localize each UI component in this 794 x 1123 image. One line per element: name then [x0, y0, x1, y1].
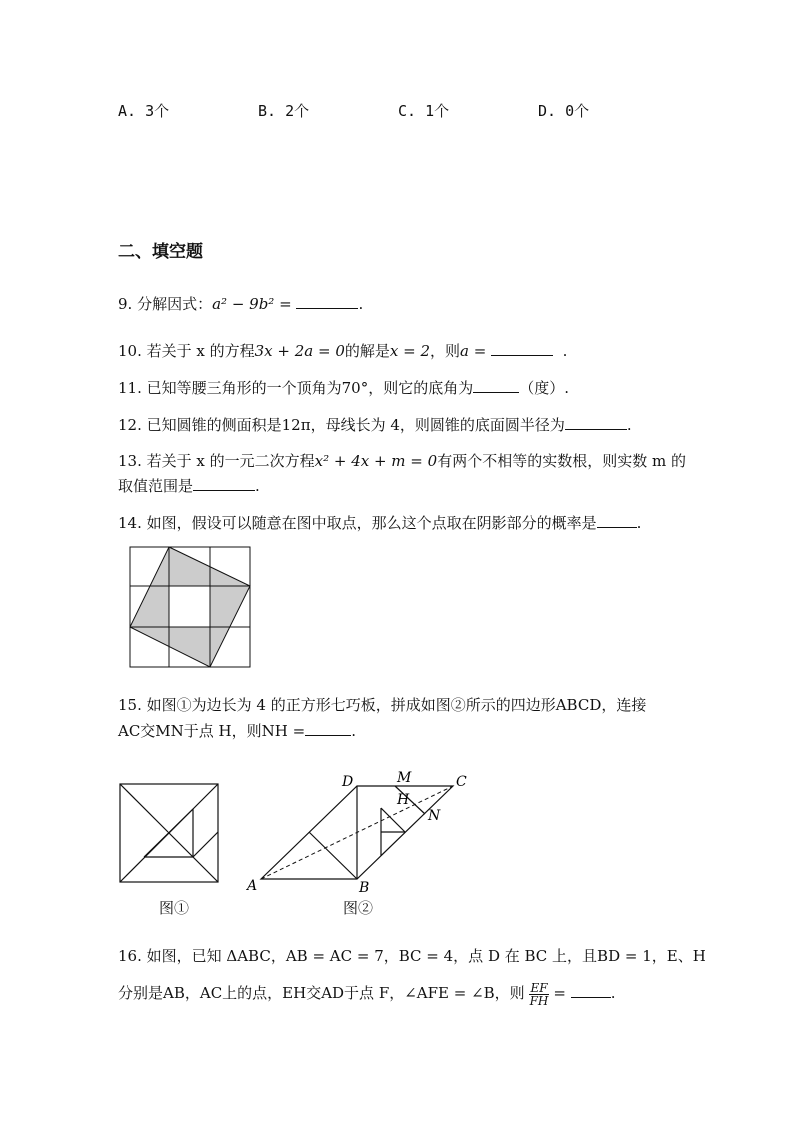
- q10-answer-blank[interactable]: [491, 340, 553, 356]
- label-H: H: [397, 792, 410, 808]
- q15-suffix: .: [351, 722, 356, 740]
- q12-answer-blank[interactable]: [565, 414, 627, 430]
- q13-line1-suffix: 有两个不相等的实数根，则实数 m 的: [437, 452, 686, 470]
- q13-suffix: .: [255, 477, 260, 495]
- question-16-line-1: 16. 如图，已知 ΔABC，AB = AC = 7，BC = 4，点 D 在 BC 上，且BD = 1，E、H: [118, 947, 706, 965]
- label-N: N: [428, 808, 441, 824]
- label-D: D: [342, 774, 354, 790]
- question-9: [118, 293, 363, 314]
- question-11: [118, 377, 569, 398]
- q16-answer-blank[interactable]: [571, 982, 611, 998]
- question-15-line-2: [118, 720, 356, 741]
- question-14: [118, 512, 641, 533]
- choice-c: C. 1个: [398, 102, 450, 120]
- q14-grid-figure: [129, 546, 253, 670]
- q14-answer-blank[interactable]: [597, 512, 637, 528]
- q9-suffix: .: [358, 295, 364, 313]
- tangram-figure-2: [245, 766, 475, 896]
- q13-line2: 取值范围是: [118, 477, 194, 495]
- q10-solution: x = 2: [389, 342, 430, 360]
- q16-fraction: [529, 982, 548, 1007]
- question-13-line-1: [118, 451, 686, 471]
- question-13-line-2: [118, 475, 260, 496]
- q13-expr: x² + 4x + m = 0: [314, 452, 438, 470]
- q13-answer-blank[interactable]: [193, 475, 255, 491]
- q11-answer-blank[interactable]: [473, 377, 519, 393]
- q13-prefix: 13. 若关于 x 的一元二次方程: [118, 452, 315, 470]
- tangram-figure-1: [118, 782, 222, 886]
- q16-frac-den: FH: [529, 993, 549, 1008]
- q10-expr: 3x + 2a = 0: [254, 342, 345, 360]
- center-cell: [169, 586, 210, 627]
- q15-line2: AC交MN于点 H，则NH =: [118, 722, 306, 740]
- q10-var: a =: [460, 342, 487, 360]
- q16-eq: =: [553, 984, 566, 1002]
- choice-d: D. 0个: [538, 102, 590, 120]
- q10-suffix: .: [562, 342, 568, 360]
- q10-then: ，则: [430, 342, 461, 360]
- fig2-caption: 图②: [343, 899, 374, 917]
- q12-text: 12. 已知圆锥的侧面积是12π，母线长为 4，则圆锥的底面圆半径为: [118, 416, 565, 434]
- q10-prefix: 10. 若关于 x 的方程: [118, 342, 255, 360]
- label-A: A: [247, 878, 258, 894]
- q16-frac-num: EF: [530, 980, 548, 995]
- q9-expr: a² − 9b² =: [212, 295, 292, 313]
- question-12: [118, 414, 632, 435]
- q16-suffix: .: [610, 984, 616, 1002]
- question-15-line-1: 15. 如图①为边长为 4 的正方形七巧板，拼成如图②所示的四边形ABCD，连接: [118, 696, 647, 714]
- q14-suffix: .: [636, 514, 642, 532]
- fig1-caption: 图①: [159, 899, 190, 917]
- label-C: C: [456, 774, 467, 790]
- section-title: 二、填空题: [118, 242, 203, 262]
- q14-text: 14. 如图，假设可以随意在图中取点，那么这个点取在阴影部分的概率是: [118, 514, 597, 532]
- label-M: M: [397, 770, 412, 786]
- question-10: [118, 340, 567, 361]
- q11-text: 11. 已知等腰三角形的一个顶角为70°，则它的底角为: [118, 379, 474, 397]
- q11-suffix: （度）.: [519, 379, 569, 397]
- q10-mid: 的解是: [344, 342, 390, 360]
- label-B: B: [359, 880, 370, 896]
- choice-a: A. 3个: [118, 102, 170, 120]
- q9-prefix: 9. 分解因式：: [118, 295, 213, 313]
- question-16-line-2: [118, 979, 615, 1007]
- q9-answer-blank[interactable]: [296, 293, 358, 309]
- q16-line2: 分别是AB，AC上的点，EH交AD于点 F，∠AFE = ∠B，则: [118, 984, 525, 1002]
- choice-b: B. 2个: [258, 102, 310, 120]
- q12-suffix: .: [626, 416, 632, 434]
- q15-answer-blank[interactable]: [305, 720, 351, 736]
